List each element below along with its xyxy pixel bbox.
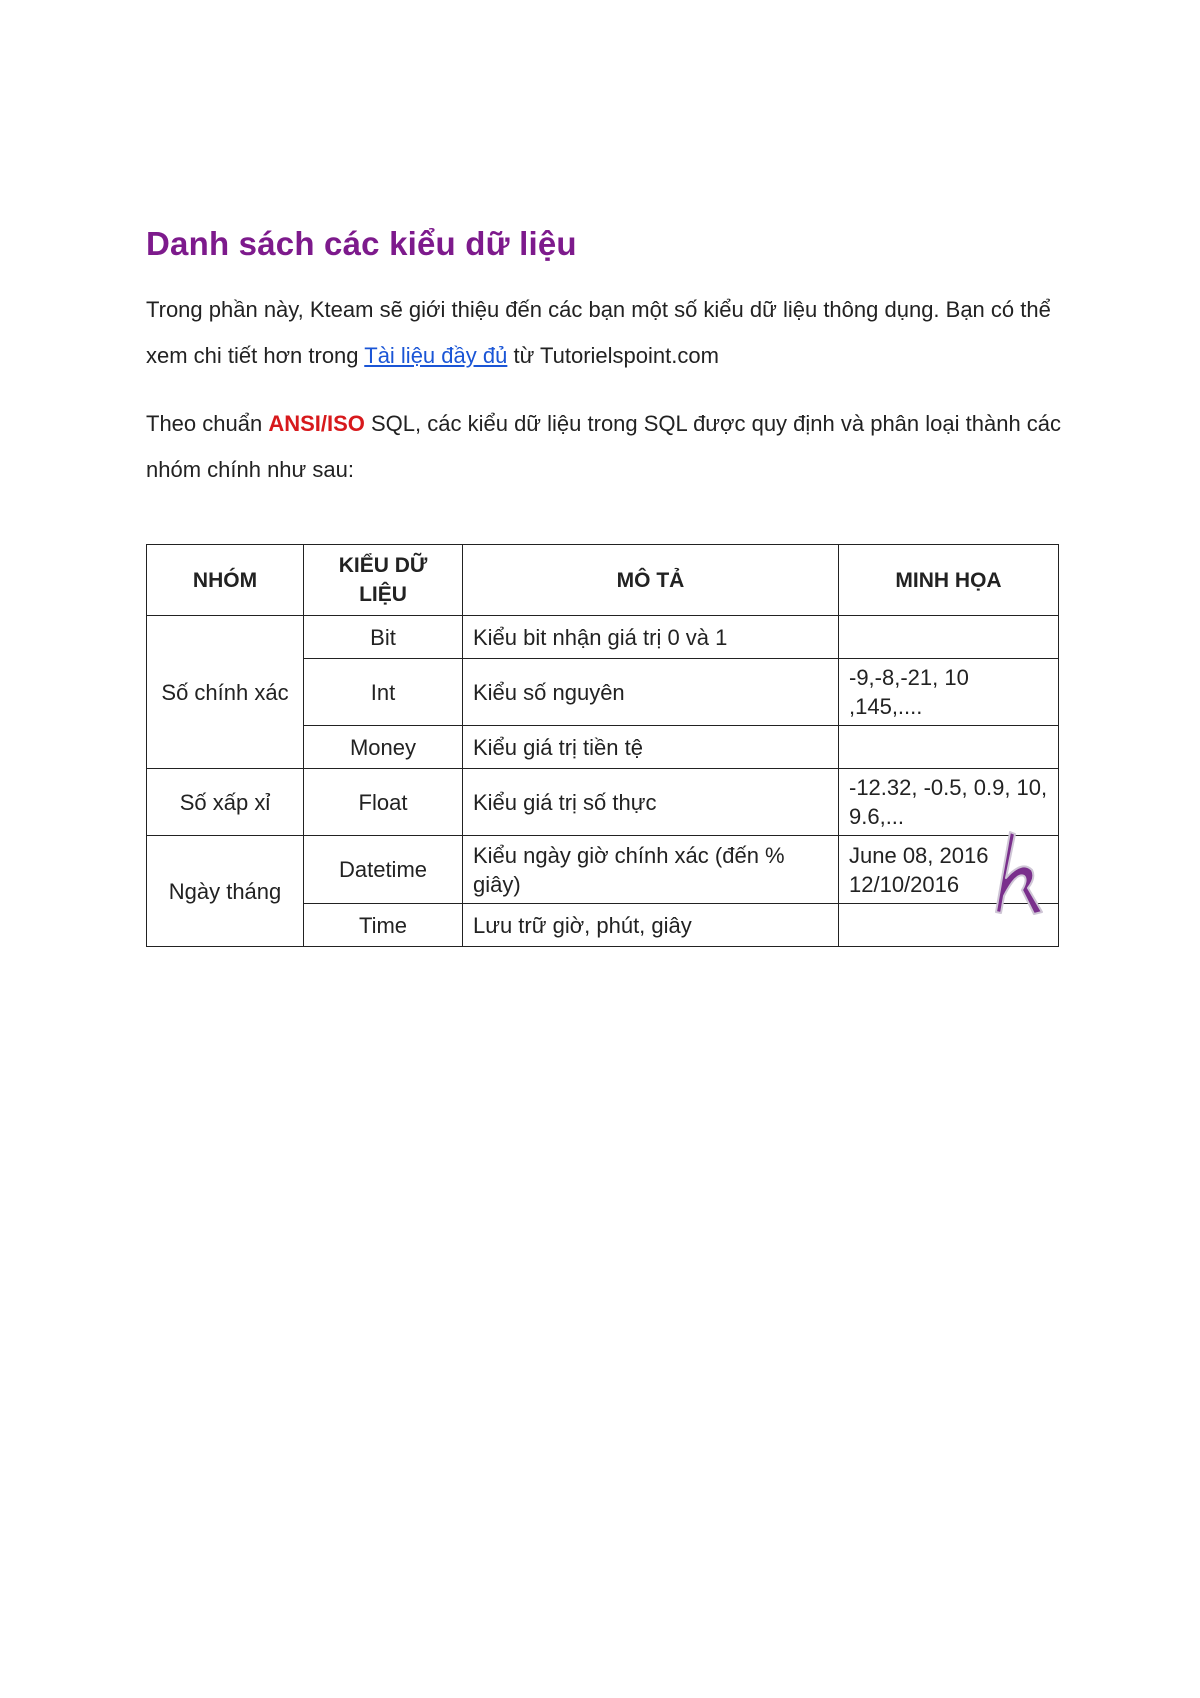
intro-text-end: từ Tutorielspoint.com bbox=[507, 343, 719, 368]
description-cell: Kiểu giá trị số thực bbox=[463, 769, 839, 836]
standard-text: Theo chuẩn bbox=[146, 411, 269, 436]
example-cell bbox=[839, 726, 1059, 769]
example-cell bbox=[839, 616, 1059, 659]
header-example: MINH HỌA bbox=[839, 545, 1059, 616]
standard-text-end: SQL, các kiểu dữ liệu trong SQL được quy định và phân loại thành các nhóm chính như sau: bbox=[146, 411, 1062, 482]
type-cell: Time bbox=[304, 904, 463, 947]
description-cell: Kiểu ngày giờ chính xác (đến % giây) bbox=[463, 836, 839, 904]
table-row bbox=[147, 769, 1059, 836]
type-cell: Float bbox=[304, 769, 463, 836]
description-cell: Lưu trữ giờ, phút, giây bbox=[463, 904, 839, 947]
header-description: MÔ TẢ bbox=[463, 545, 839, 616]
intro-paragraph bbox=[146, 287, 1062, 379]
example-cell: June 08, 2016 12/10/2016 bbox=[839, 836, 1059, 904]
description-cell: Kiểu bit nhận giá trị 0 và 1 bbox=[463, 616, 839, 659]
header-type: KIỂU DỮ LIỆU bbox=[304, 545, 463, 616]
kteam-logo-icon bbox=[988, 826, 1048, 916]
group-cell: Số xấp xỉ bbox=[147, 769, 304, 836]
example-cell: -9,-8,-21, 10 ,145,.... bbox=[839, 659, 1059, 726]
page-title: Danh sách các kiểu dữ liệu bbox=[146, 225, 577, 262]
table-header-row bbox=[147, 545, 1059, 616]
intro-text: Trong phần này, Kteam sẽ giới thiệu đến các bạn một số kiểu dữ liệu thông dụng. Bạn có thể xem chi tiết hơn trong bbox=[146, 297, 1051, 368]
type-cell: Money bbox=[304, 726, 463, 769]
standard-paragraph bbox=[146, 401, 1062, 493]
data-types-table bbox=[146, 544, 1059, 947]
description-cell: Kiểu giá trị tiền tệ bbox=[463, 726, 839, 769]
type-cell: Int bbox=[304, 659, 463, 726]
description-cell: Kiểu số nguyên bbox=[463, 659, 839, 726]
table-row bbox=[147, 836, 1059, 904]
group-cell: Ngày tháng bbox=[147, 836, 304, 947]
full-documentation-link[interactable]: Tài liệu đầy đủ bbox=[364, 343, 508, 368]
table-row bbox=[147, 616, 1059, 659]
group-cell: Số chính xác bbox=[147, 616, 304, 769]
type-cell: Datetime bbox=[304, 836, 463, 904]
type-cell: Bit bbox=[304, 616, 463, 659]
example-cell: -12.32, -0.5, 0.9, 10, 9.6,... bbox=[839, 769, 1059, 836]
ansi-iso-highlight: ANSI/ISO bbox=[268, 411, 365, 436]
header-group: NHÓM bbox=[147, 545, 304, 616]
document-body bbox=[146, 222, 1062, 493]
